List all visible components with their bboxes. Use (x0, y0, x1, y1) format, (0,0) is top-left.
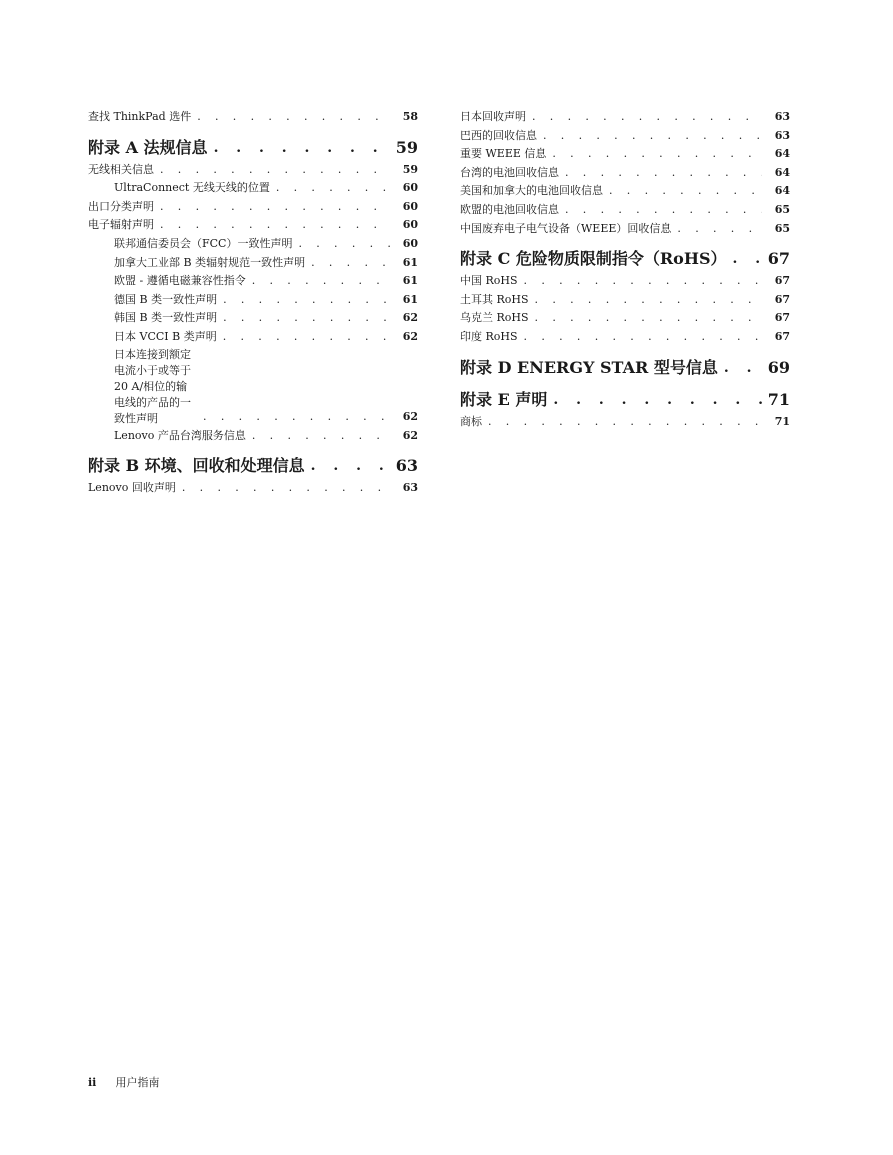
toc-entry[interactable] (88, 272, 418, 291)
toc-entry-title: 中国 RoHS (460, 274, 518, 288)
toc-entry-page-number: 60 (402, 181, 418, 195)
dot-leader (217, 291, 390, 310)
toc-entry-title: 日本 VCCI B 类声明 (114, 329, 217, 343)
toc-entry-page-number: 64 (774, 147, 790, 161)
toc-entry[interactable] (460, 328, 790, 347)
toc-entry-title: Lenovo 产品台湾服务信息 (114, 428, 246, 442)
toc-entry-title: 附录 A 法规信息 (88, 137, 208, 157)
toc-entry[interactable] (88, 198, 418, 217)
dot-leader (526, 108, 762, 127)
dot-leader (217, 309, 390, 328)
toc-entry-page-number: 65 (774, 221, 790, 235)
toc-entry-title: 韩国 B 类一致性声明 (114, 311, 218, 325)
toc-entry-title: 加拿大工业部 B 类辐射规范一致性声明 (114, 255, 306, 269)
toc-entry[interactable] (88, 254, 418, 273)
toc-right-column (460, 108, 790, 431)
toc-entry-page-number: 61 (402, 292, 418, 306)
toc-entry-page-number: 62 (402, 329, 418, 343)
toc-entry-title: 乌克兰 RoHS (460, 311, 529, 325)
toc-entry[interactable] (88, 179, 418, 198)
toc-entry-title: 日本回收声明 (460, 110, 526, 123)
toc-entry[interactable] (88, 235, 418, 254)
dot-leader (191, 108, 390, 127)
toc-entry-title: 联邦通信委员会（FCC）一致性声明 (114, 236, 293, 250)
toc-entry-page-number: 67 (774, 274, 790, 288)
toc-section-entry[interactable] (460, 248, 790, 270)
toc-entry[interactable] (460, 413, 790, 432)
dot-leader (292, 235, 390, 254)
toc-entry-page-number: 64 (774, 165, 790, 179)
dot-leader (305, 254, 390, 273)
dot-leader (270, 179, 390, 198)
toc-entry[interactable] (460, 201, 790, 220)
toc-entry-page-number: 71 (774, 414, 790, 428)
toc-entry-title: 附录 D ENERGY STAR 型号信息 (460, 357, 718, 377)
toc-entry-title: 美国和加拿大的电池回收信息 (460, 184, 603, 198)
toc-entry-title: 附录 B 环境、回收和处理信息 (88, 456, 305, 476)
dot-leader (246, 427, 390, 446)
toc-entry-page-number: 65 (774, 202, 790, 216)
dot-leader (547, 389, 761, 411)
toc-entry-page-number: 63 (774, 128, 790, 142)
toc-entry[interactable] (88, 309, 418, 328)
toc-entry-title: 巴西的回收信息 (460, 128, 537, 142)
dot-leader (518, 272, 762, 291)
toc-entry-page-number: 60 (402, 236, 418, 250)
toc-entry-page-number: 67 (774, 292, 790, 306)
toc-entry-page-number: 63 (402, 481, 418, 495)
toc-entry-page-number: 67 (767, 249, 790, 269)
toc-section-entry[interactable] (460, 357, 790, 379)
toc-entry-title: 无线相关信息 (88, 162, 154, 176)
dot-leader (546, 145, 762, 164)
toc-entry[interactable] (88, 216, 418, 235)
toc-entry-page-number: 59 (395, 137, 418, 157)
toc-entry[interactable] (460, 309, 790, 328)
toc-entry[interactable] (460, 182, 790, 201)
dot-leader (518, 328, 762, 347)
toc-entry-title: 附录 C 危险物质限制指令（RoHS） (460, 249, 727, 269)
toc-entry-page-number: 63 (395, 456, 418, 476)
toc-entry-title: 出口分类声明 (88, 199, 154, 213)
toc-entry-title: 印度 RoHS (460, 329, 518, 343)
toc-entry-page-number: 60 (402, 199, 418, 213)
toc-entry-page-number: 61 (402, 274, 418, 288)
dot-leader (176, 479, 390, 498)
dot-leader (727, 248, 762, 270)
footer-title: 用户指南 (115, 1076, 160, 1089)
toc-entry-page-number: 62 (402, 311, 418, 325)
toc-left-column (88, 108, 418, 498)
toc-entry-title: 欧盟 - 遵循电磁兼容性指令 (114, 274, 246, 288)
toc-entry-title: 欧盟的电池回收信息 (460, 202, 559, 216)
toc-entry[interactable] (460, 145, 790, 164)
toc-entry-page-number: 60 (402, 218, 418, 232)
toc-entry-page-number: 62 (402, 409, 418, 423)
toc-entry-page-number: 63 (774, 110, 790, 123)
toc-entry[interactable] (88, 427, 418, 446)
dot-leader (305, 455, 390, 477)
dot-leader (154, 198, 390, 217)
toc-entry[interactable] (88, 347, 418, 427)
dot-leader (603, 182, 762, 201)
toc-entry[interactable] (460, 272, 790, 291)
toc-entry-page-number: 69 (767, 357, 790, 377)
toc-entry-page-number: 62 (402, 428, 418, 442)
toc-entry[interactable] (88, 291, 418, 310)
toc-entry-title: 查找 ThinkPad 选件 (88, 110, 192, 123)
toc-entry-title: Lenovo 回收声明 (88, 481, 176, 495)
page-footer (88, 1074, 160, 1090)
dot-leader (197, 408, 390, 427)
toc-entry[interactable] (88, 479, 418, 498)
dot-leader (559, 164, 762, 183)
dot-leader (718, 357, 762, 379)
toc-section-entry[interactable] (88, 455, 418, 477)
toc-entry[interactable] (88, 161, 418, 180)
dot-leader (537, 127, 762, 146)
toc-entry-title: 附录 E 声明 (460, 389, 548, 409)
toc-entry-title: 电子辐射声明 (88, 218, 154, 232)
toc-entry-title: UltraConnect 无线天线的位置 (114, 181, 270, 195)
toc-section-entry[interactable] (460, 389, 790, 411)
toc-entry-title: 台湾的电池回收信息 (460, 165, 559, 179)
toc-entry-title: 中国废弃电子电气设备（WEEE）回收信息 (460, 221, 672, 235)
dot-leader (482, 413, 762, 432)
dot-leader (154, 161, 390, 180)
toc-entry[interactable] (88, 328, 418, 347)
toc-entry-page-number: 71 (767, 389, 790, 409)
dot-leader (671, 220, 762, 239)
toc-entry-title: 日本连接到额定电流小于或等于 20 A/相位的输电线的产品的一致性声明 (114, 347, 191, 425)
toc-entry-title: 德国 B 类一致性声明 (114, 292, 218, 306)
toc-section-entry[interactable] (88, 137, 418, 159)
toc-entry[interactable] (460, 291, 790, 310)
toc-entry-title: 重要 WEEE 信息 (460, 147, 547, 161)
dot-leader (529, 309, 762, 328)
dot-leader (529, 291, 762, 310)
toc-entry[interactable] (460, 108, 790, 127)
toc-entry[interactable] (88, 108, 418, 127)
toc-entry-title: 土耳其 RoHS (460, 292, 529, 306)
toc-entry-page-number: 67 (774, 311, 790, 325)
toc-entry[interactable] (460, 127, 790, 146)
dot-leader (246, 272, 390, 291)
dot-leader (154, 216, 390, 235)
toc-entry-page-number: 64 (774, 184, 790, 198)
toc-entry-title: 商标 (460, 414, 482, 428)
dot-leader (217, 328, 390, 347)
toc-entry-page-number: 67 (774, 329, 790, 343)
toc-entry-page-number: 58 (402, 110, 418, 123)
toc-entry[interactable] (460, 164, 790, 183)
toc-entry-page-number: 61 (402, 255, 418, 269)
footer-page-number: ii (88, 1076, 97, 1089)
toc-entry-page-number: 59 (402, 162, 418, 176)
dot-leader (208, 137, 390, 159)
dot-leader (559, 201, 762, 220)
toc-entry[interactable] (460, 220, 790, 239)
